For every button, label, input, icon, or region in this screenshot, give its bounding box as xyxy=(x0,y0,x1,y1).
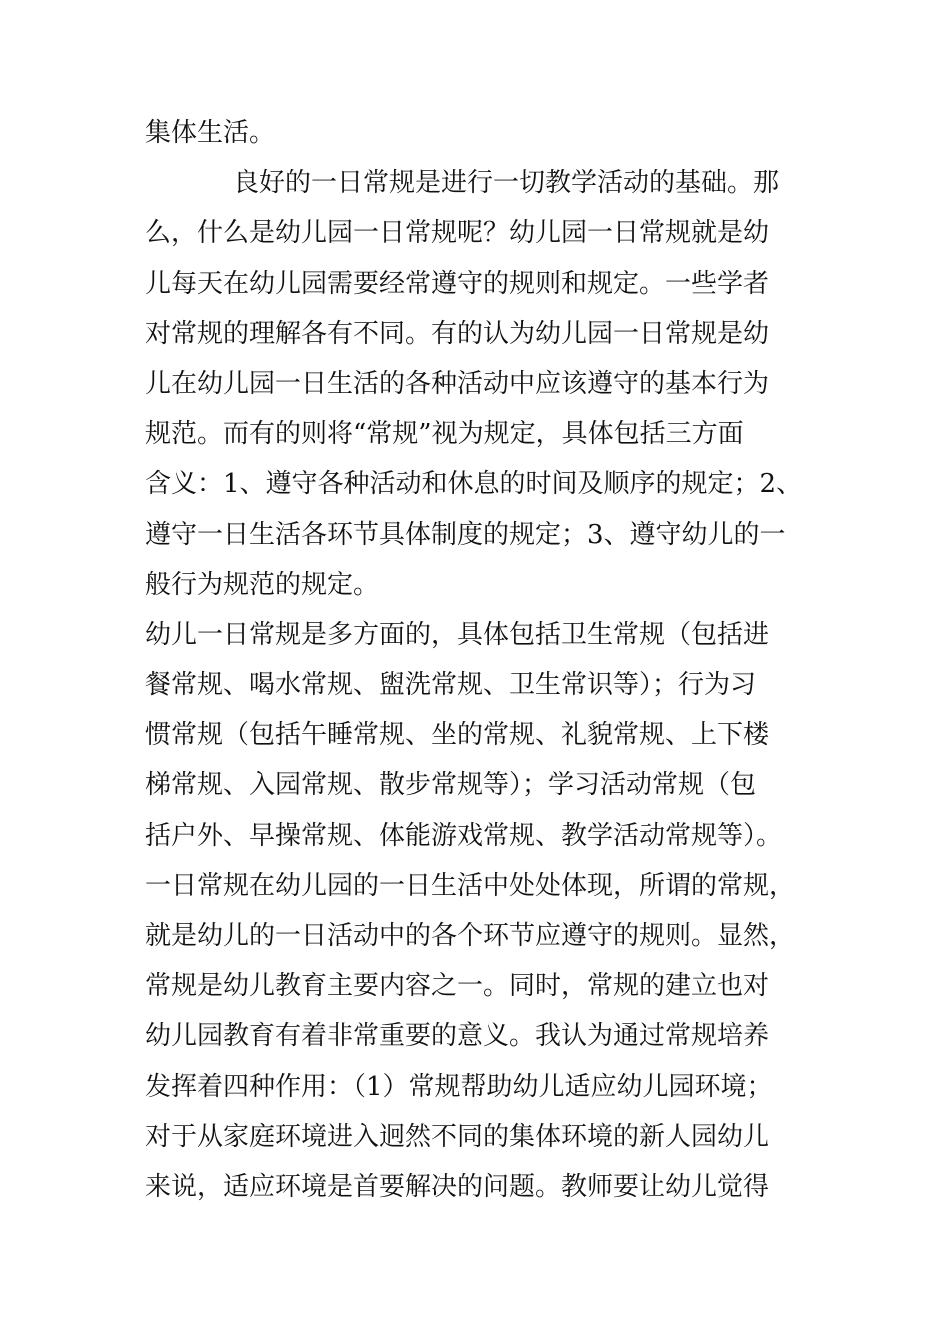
text-line: 对常规的理解各有不同。有的认为幼儿园一日常规是幼 xyxy=(145,318,770,349)
text-line: 括户外、早操常规、体能游戏常规、教学活动常规等）。 xyxy=(145,820,783,851)
text-line: 发挥着四种作用：（1）常规帮助幼儿适应幼儿园环境； xyxy=(145,1071,773,1102)
text-line: 餐常规、喝水常规、盥洗常规、卫生常识等）；行为习 xyxy=(145,670,757,701)
text-line: 含义：1、遵守各种活动和休息的时间及顺序的规定；2、 xyxy=(145,469,803,500)
text-line: 儿每天在幼儿园需要经常遵守的规则和规定。一些学者 xyxy=(145,268,770,299)
text-line: 么，什么是幼儿园一日常规呢？幼儿园一日常规就是幼 xyxy=(145,218,770,249)
text-line: 对于从家庭环境进入迥然不同的集体环境的新人园幼儿 xyxy=(145,1121,770,1152)
text-line: 就是幼儿的一日活动中的各个环节应遵守的规则。显然， xyxy=(145,921,796,951)
text-line: 来说，适应环境是首要解决的问题。教师要让幼儿觉得 xyxy=(145,1171,770,1202)
text-line: 良好的一日常规是进行一切教学活动的基础。那 xyxy=(233,168,780,199)
text-line: 常规是幼儿教育主要内容之一。同时，常规的建立也对 xyxy=(145,971,770,1002)
text-line: 般行为规范的规定。 xyxy=(145,569,380,600)
text-line: 遵守一日生活各环节具体制度的规定；3、遵守幼儿的一 xyxy=(145,519,786,550)
text-line: 一日常规在幼儿园的一日生活中处处体现，所谓的常规， xyxy=(145,870,796,901)
text-line: 惯常规（包括午睡常规、坐的常规、礼貌常规、上下楼 xyxy=(145,720,770,751)
text-line: 集体生活。 xyxy=(145,118,276,148)
text-line: 幼儿园教育有着非常重要的意义。我认为通过常规培养 xyxy=(145,1021,770,1052)
text-line: 规范。而有的则将“常规”视为规定，具体包括三方面 xyxy=(145,419,744,450)
text-line: 儿在幼儿园一日生活的各种活动中应该遵守的基本行为 xyxy=(145,368,770,399)
text-line: 幼儿一日常规是多方面的，具体包括卫生常规（包括进 xyxy=(145,619,770,650)
text-line: 梯常规、入园常规、散步常规等）；学习活动常规（包 xyxy=(145,770,757,801)
document-body xyxy=(145,108,805,1212)
